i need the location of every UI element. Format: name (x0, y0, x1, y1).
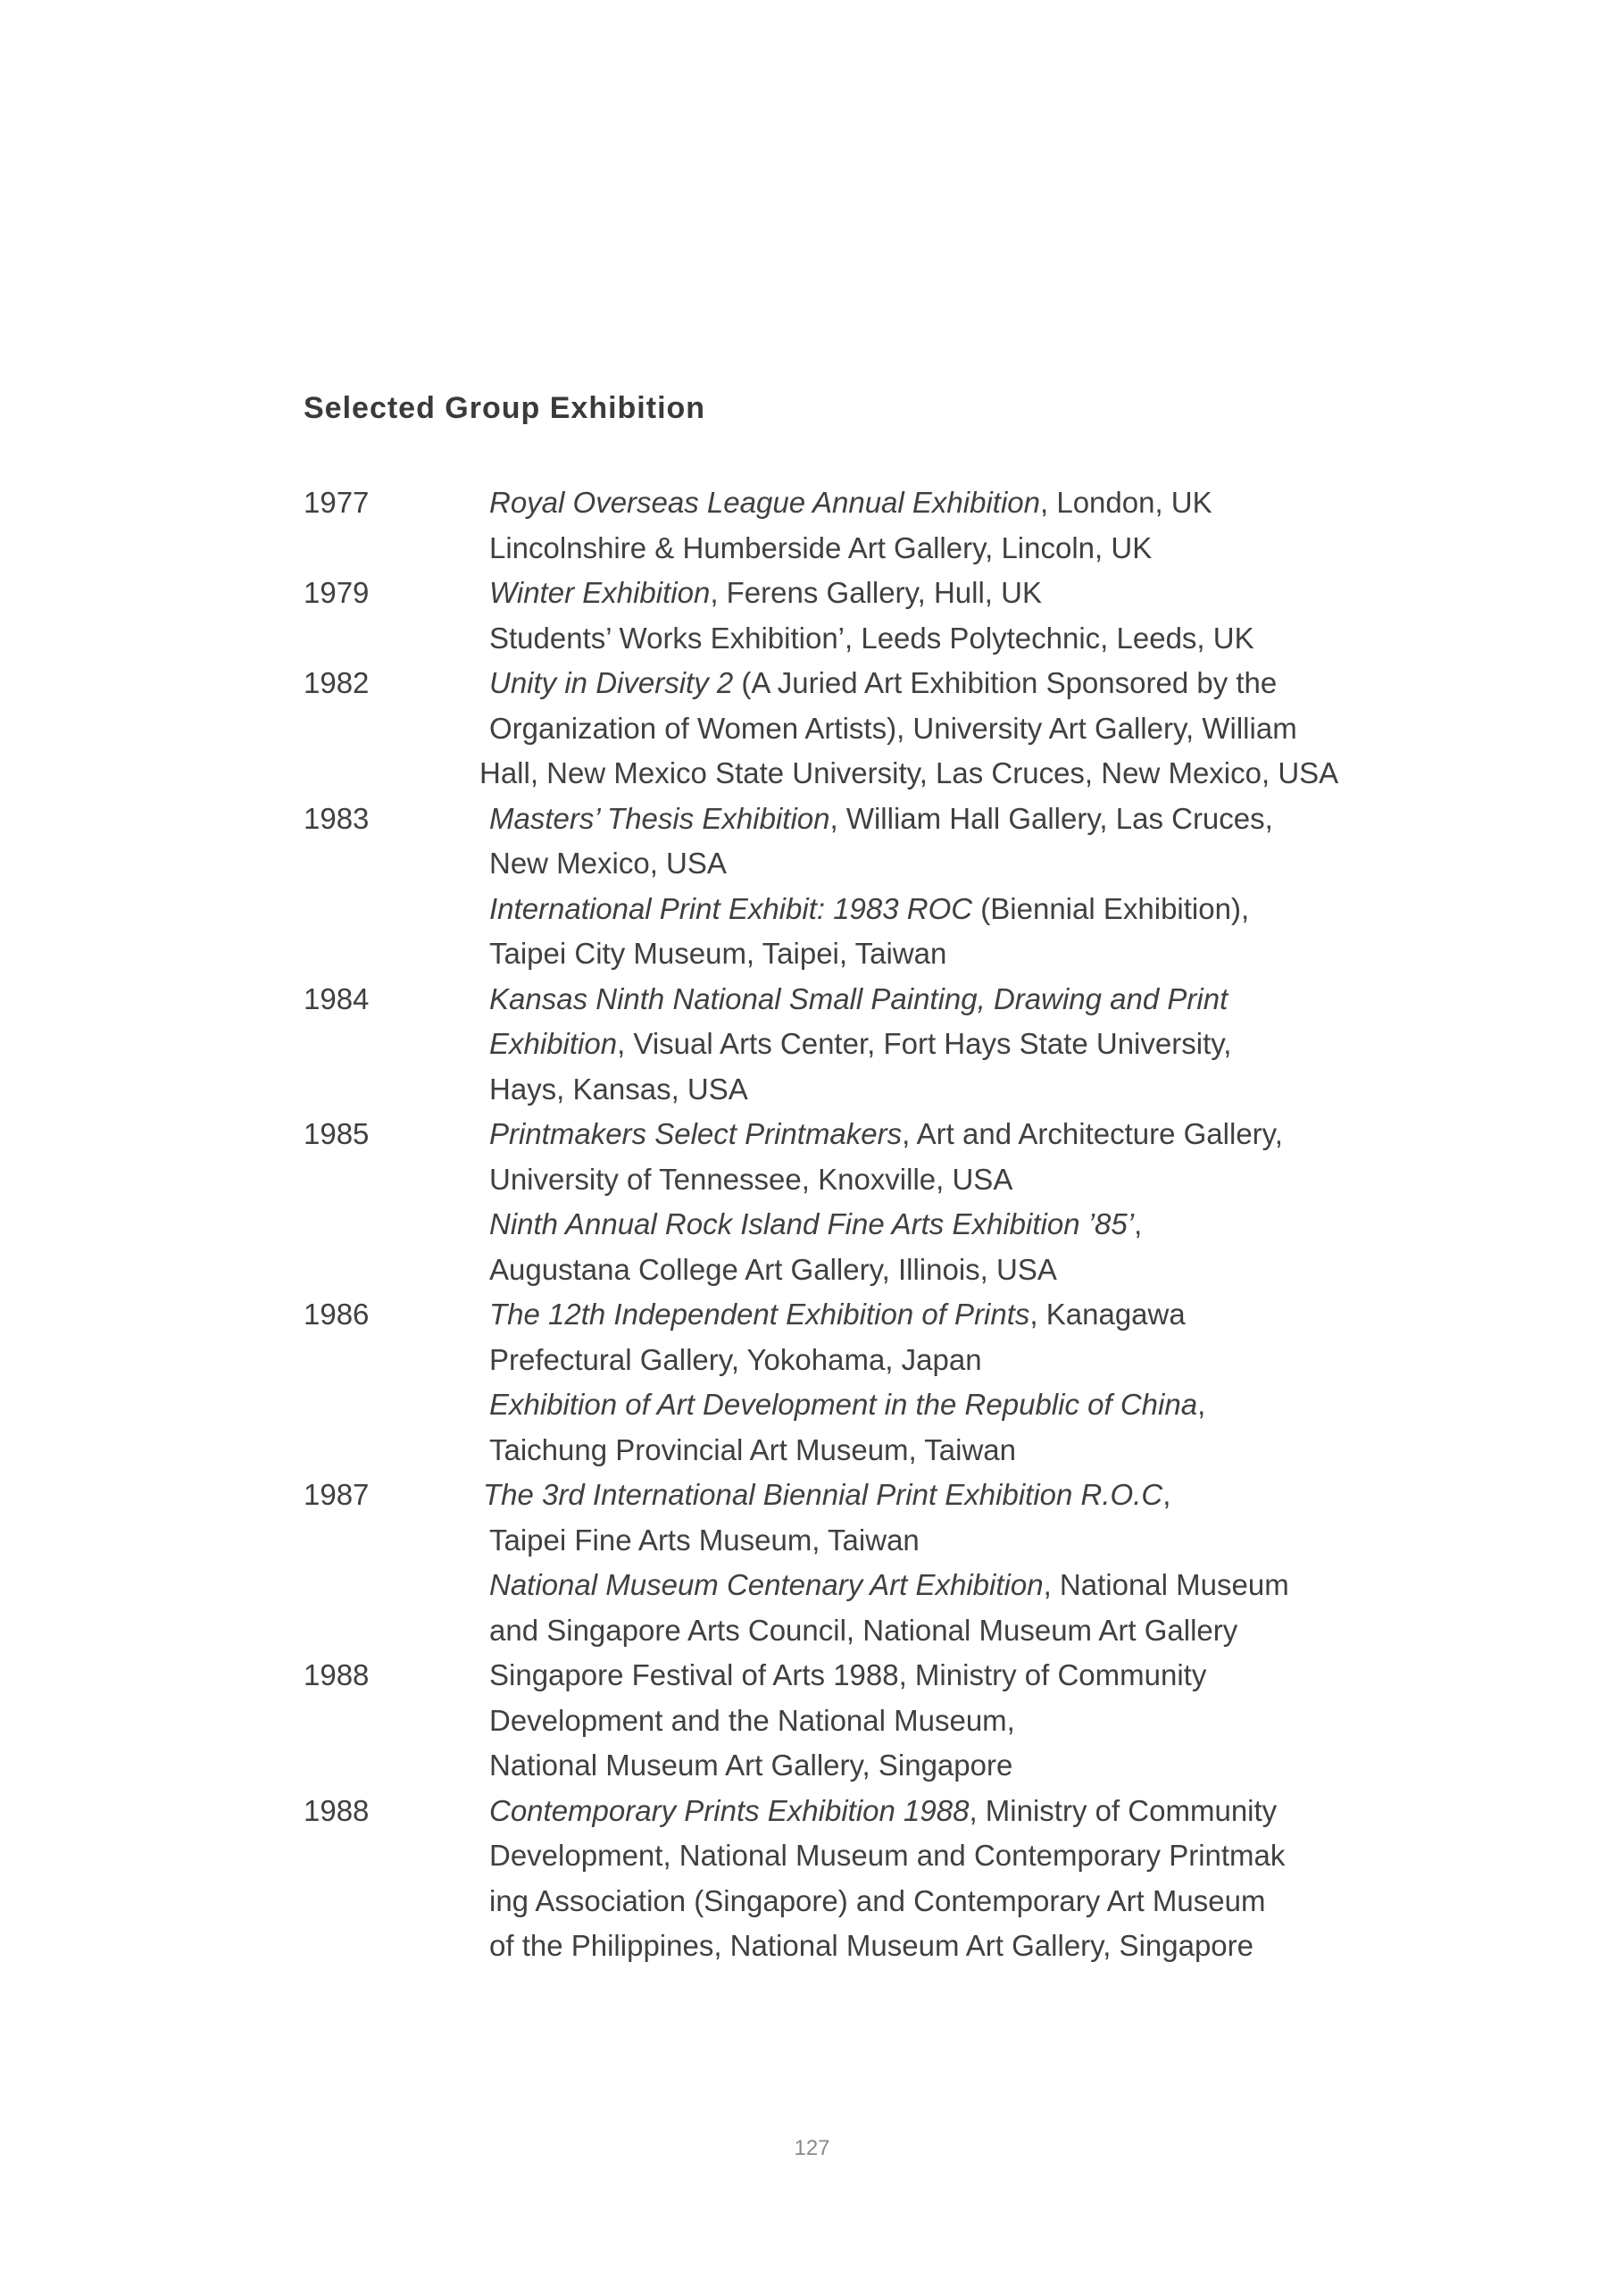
list-item (304, 1563, 1357, 1608)
entry-details: Augustana College Art Gallery, Illinois, USA (489, 1252, 1057, 1286)
entry-details: Hays, Kansas, USA (489, 1072, 748, 1106)
entry-details: University of Tennessee, Knoxville, USA (489, 1162, 1013, 1196)
entry-details: (Biennial Exhibition), (972, 891, 1250, 925)
entry-details: , Visual Arts Center, Fort Hays State University, (617, 1027, 1232, 1060)
entry-text (489, 1067, 748, 1113)
entry-text (489, 616, 1254, 662)
list-item (304, 751, 1357, 797)
list-item (304, 1699, 1357, 1744)
entry-title: Winter Exhibition (489, 576, 711, 609)
entry-title: National Museum Centenary Art Exhibition (489, 1568, 1044, 1601)
entry-text (489, 1202, 1142, 1248)
entry-text (489, 1292, 1186, 1338)
entry-details: of the Philippines, National Museum Art Gallery, Singapore (489, 1929, 1254, 1962)
list-item (304, 1338, 1357, 1383)
entry-details: , (1197, 1388, 1206, 1421)
page-title: Selected Group Exhibition (304, 391, 706, 425)
entry-text (489, 1699, 1015, 1744)
entry-text (489, 571, 1042, 616)
list-item (304, 797, 1357, 842)
entry-title: Exhibition of Art Development in the Republic of China (489, 1388, 1198, 1421)
entry-details: Development, National Museum and Contemporary Printmak (489, 1839, 1286, 1872)
entry-year: 1984 (304, 981, 370, 1015)
list-item (304, 616, 1357, 662)
entry-details: (A Juried Art Exhibition Sponsored by the (733, 666, 1278, 699)
entry-text (489, 661, 1277, 706)
entry-text (489, 1608, 1237, 1654)
entry-details: National Museum Art Gallery, Singapore (489, 1749, 1013, 1782)
list-item (304, 1022, 1357, 1067)
entry-details: Development and the National Museum, (489, 1703, 1015, 1737)
list-item (304, 526, 1357, 572)
list-item (304, 1653, 1357, 1699)
entry-text (489, 1789, 1277, 1834)
entry-details: and Singapore Arts Council, National Museum Art Gallery (489, 1613, 1238, 1647)
entry-text (489, 1338, 982, 1383)
list-item (304, 1202, 1357, 1248)
list-item (304, 1789, 1357, 1834)
entry-text (489, 706, 1297, 752)
entry-text (489, 1112, 1283, 1157)
entry-title: Ninth Annual Rock Island Fine Arts Exhibition ’85’ (489, 1207, 1135, 1240)
entry-title: Contemporary Prints Exhibition 1988 (489, 1793, 970, 1827)
entry-details: Taipei City Museum, Taipei, Taiwan (489, 937, 947, 970)
entry-details: , Ministry of Community (969, 1793, 1278, 1827)
list-item (304, 1518, 1357, 1564)
entry-details: Prefectural Gallery, Yokohama, Japan (489, 1342, 982, 1376)
entry-title: The 12th Independent Exhibition of Prints (489, 1298, 1030, 1331)
list-item (304, 480, 1357, 526)
entry-details: New Mexico, USA (489, 847, 727, 880)
entry-year: 1985 (304, 1117, 370, 1150)
list-item (304, 571, 1357, 616)
entry-text (489, 480, 1212, 526)
entry-details: , London, UK (1040, 486, 1212, 519)
list-item (304, 1428, 1357, 1473)
entry-text (489, 1653, 1206, 1699)
entry-text (489, 1022, 1231, 1067)
entry-details: , William Hall Gallery, Las Cruces, (829, 801, 1273, 835)
entry-text (489, 931, 946, 977)
entry-title: Unity in Diversity 2 (489, 666, 734, 699)
entry-year: 1988 (304, 1658, 370, 1691)
list-item (304, 1924, 1357, 1969)
entry-details: ing Association (Singapore) and Contemporary Art Museum (489, 1883, 1266, 1917)
entry-details: , Ferens Gallery, Hull, UK (710, 576, 1042, 609)
list-item (304, 1608, 1357, 1654)
entry-year: 1982 (304, 666, 370, 699)
list-item (304, 1248, 1357, 1293)
entry-text (489, 1879, 1265, 1924)
list-item (304, 706, 1357, 752)
list-item (304, 841, 1357, 887)
entry-details: Organization of Women Artists), University Art Gallery, William (489, 711, 1297, 745)
entry-title: International Print Exhibit: 1983 ROC (489, 891, 973, 925)
list-item (304, 887, 1357, 932)
entry-text (489, 977, 1228, 1023)
list-item (304, 1879, 1357, 1924)
entry-details: , (1162, 1478, 1171, 1511)
entry-text (489, 1563, 1289, 1608)
entry-title: Exhibition (489, 1027, 618, 1060)
entry-text (489, 1248, 1057, 1293)
entry-text (479, 751, 1338, 797)
entry-title: Printmakers Select Printmakers (489, 1117, 903, 1150)
list-item (304, 1157, 1357, 1203)
list-item (304, 1112, 1357, 1157)
list-item (304, 1067, 1357, 1113)
entry-year: 1977 (304, 486, 370, 519)
entry-title: Royal Overseas League Annual Exhibition (489, 486, 1040, 519)
entry-title: Kansas Ninth National Small Painting, Drawing and Print (489, 981, 1228, 1015)
entry-details: Students’ Works Exhibition’, Leeds Polytechnic, Leeds, UK (489, 621, 1254, 655)
list-item (304, 661, 1357, 706)
entry-details: Lincolnshire & Humberside Art Gallery, Lincoln, UK (489, 530, 1153, 564)
entry-year: 1986 (304, 1298, 370, 1331)
list-item (304, 1473, 1357, 1518)
entry-text (489, 1924, 1253, 1969)
entry-year: 1987 (304, 1478, 370, 1511)
entry-details: Hall, New Mexico State University, Las Cruces, New Mexico, USA (479, 756, 1339, 789)
entry-year: 1988 (304, 1793, 370, 1827)
entry-details: Singapore Festival of Arts 1988, Ministry of Community (489, 1658, 1207, 1691)
entry-text (489, 797, 1273, 842)
entry-details: , Kanagawa (1029, 1298, 1186, 1331)
entry-text (489, 1428, 1016, 1473)
entry-title: The 3rd International Biennial Print Exhibition R.O.C (483, 1478, 1163, 1511)
entry-year: 1983 (304, 801, 370, 835)
entry-text (489, 1157, 1012, 1203)
entry-text (489, 1382, 1205, 1428)
list-item (304, 1743, 1357, 1789)
entry-text (483, 1473, 1170, 1518)
entry-text (489, 841, 727, 887)
list-item (304, 931, 1357, 977)
entry-title: Masters’ Thesis Exhibition (489, 801, 830, 835)
entry-text (489, 1833, 1285, 1879)
entry-details: , (1134, 1207, 1143, 1240)
entry-text (489, 1743, 1012, 1789)
list-item (304, 1382, 1357, 1428)
entry-text (489, 1518, 920, 1564)
list-item (304, 1292, 1357, 1338)
entry-details: Taichung Provincial Art Museum, Taiwan (489, 1432, 1017, 1466)
entry-details: , National Museum (1043, 1568, 1289, 1601)
list-item (304, 1833, 1357, 1879)
list-item (304, 977, 1357, 1023)
entry-text (489, 526, 1152, 572)
page-number: 127 (794, 2136, 830, 2160)
exhibition-list (304, 480, 1357, 1969)
entry-details: , Art and Architecture Gallery, (902, 1117, 1283, 1150)
entry-details: Taipei Fine Arts Museum, Taiwan (489, 1523, 920, 1557)
entry-year: 1979 (304, 576, 370, 609)
entry-text (489, 887, 1249, 932)
